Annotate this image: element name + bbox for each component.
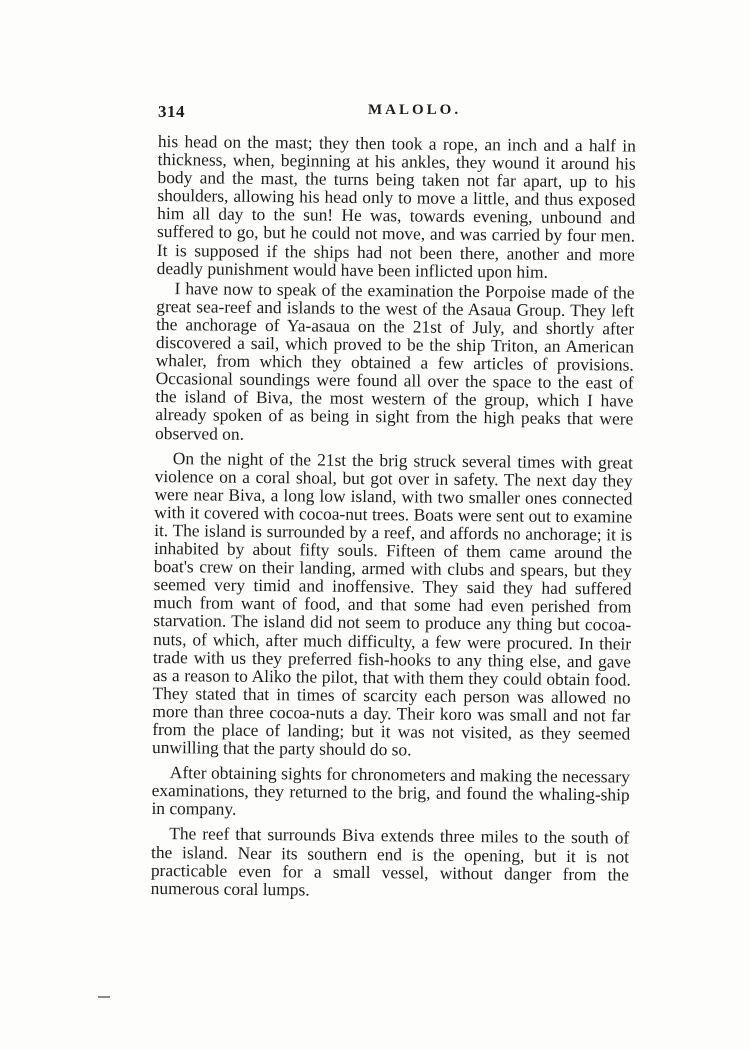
paragraph-3: On the night of the 21st the brig struck several times with great violence on a coral shoal, but got over in safety. The next day they were near Biva, a long low island, with two smaller ones connected with it covered with cocoa-nut trees. Boats were sent out to examine it. The island is surrounded by a reef, and affords no anchorage; it is inhabited by about fifty souls. Fifteen of them came around the boat's crew on their landing, armed with clubs and spears, but they seemed very timid and inoffensive. They said they had suffered much from want of food, and that some had even perished from starvation. The island did not seem to produce any thing but cocoa-nuts, of which, after much difficulty, a few were procured. In their trade with us they preferred fish-hooks to any thing else, and gave as a reason to Aliko the pilot, that with them they could obtain food. They stated that in times of scarcity each person was allowed no more than three cocoa-nuts a day. Their koro was small and not far from the place of landing; but it was not visited, as they seemed unwilling that the party should do so. — [151, 447, 633, 760]
body-text — [151, 132, 636, 903]
paragraph-2: I have now to speak of the examination the Porpoise made of the great sea-reef and islands to the west of the Asaua Group. They left the anchorage of Ya-asaua on the 21st of July, and shortly after discovered a sail, which proved to be the ship Triton, an American whaler, from which they obtained a few articles of provisions. Occasional soundings were found all over the space to the east of the island of Biva, the most western of the group, which I have already spoken of as being in sight from the high peaks that were observed on. — [155, 277, 635, 444]
paragraph-1: his head on the mast; they then took a rope, an inch and a half in thickness, when, beginning at his ankles, they wound it around his body and the mast, the turns being taken not far apart, up to his shoulders, allowing his head only to move a little, and thus exposed him all day to the sun! He was, towards evening, unbound and suffered to go, but he could not move, and was carried by four men. It is supposed if the ships had not been there, another and more deadly punishment would have been inflicted upon him. — [156, 131, 636, 282]
paragraph-5: The reef that surrounds Biva extends three miles to the south of the island. Near its southern end is the opening, but it is not practicable even for a small vessel, without danger from the numerous coral lumps. — [150, 823, 630, 900]
margin-mark — [98, 996, 110, 998]
running-head: MALOLO. — [368, 102, 462, 118]
page-header — [158, 102, 638, 126]
page-number: 314 — [158, 102, 185, 121]
paragraph-4: After obtaining sights for chronometers and making the necessary examinations, they returned to the brig, and found the whaling-ship in company. — [151, 762, 630, 820]
